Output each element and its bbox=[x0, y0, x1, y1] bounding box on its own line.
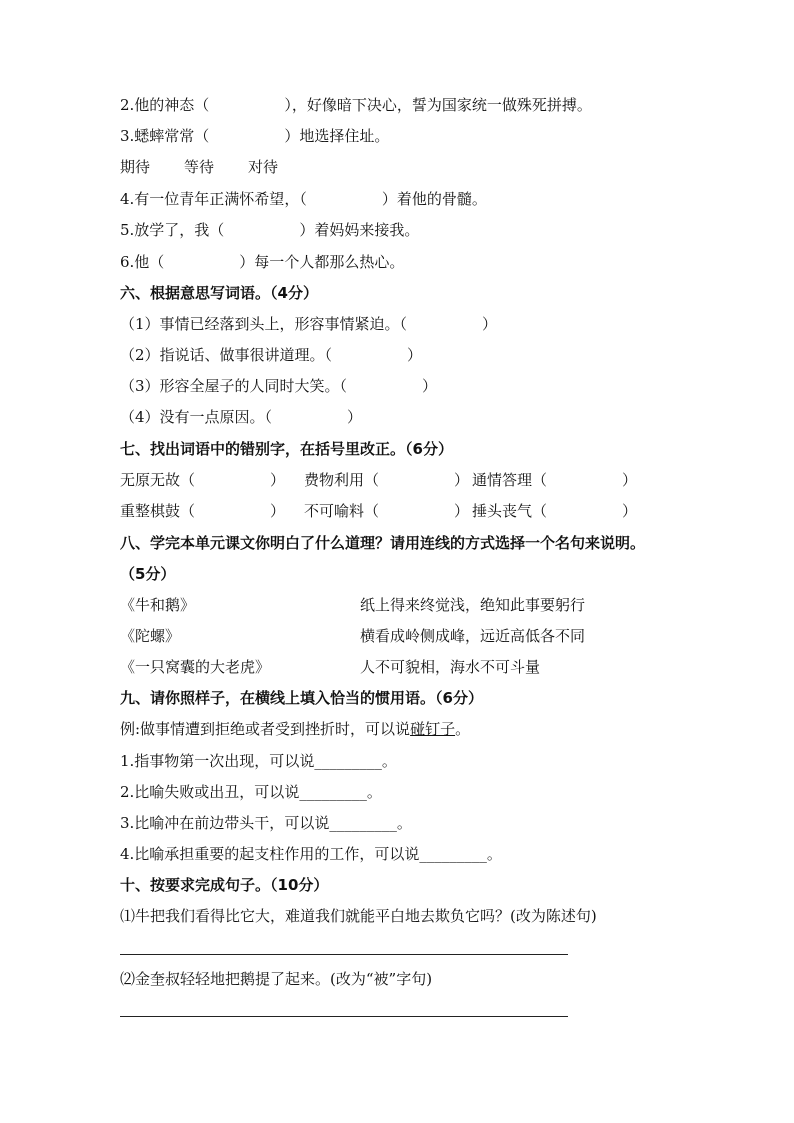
example-answer: 碰钉子 bbox=[410, 720, 456, 738]
s7-word-1: 无原无故（ ） bbox=[120, 471, 286, 489]
s7-word-6: 捶头丧气（ ） bbox=[472, 502, 638, 520]
s6-item-3: （3）形容全屋子的人同时大笑。（ ） bbox=[120, 377, 438, 395]
section-9-title: 九、请你照样子，在横线上填入恰当的惯用语。（6分） bbox=[120, 689, 483, 707]
example-prefix: 例:做事情遭到拒绝或者受到挫折时，可以说 bbox=[120, 720, 411, 738]
s5-question-3: 3.蟋蟀常常（ ）地选择住址。 bbox=[120, 127, 390, 145]
s9-item-1[interactable]: 1.指事物第一次出现，可以说_________。 bbox=[120, 752, 397, 770]
section-6-title: 六、根据意思写词语。（4分） bbox=[120, 284, 318, 302]
s6-item-4: （4）没有一点原因。（ ） bbox=[120, 408, 363, 426]
lesson-title-2[interactable]: 《陀螺》 bbox=[120, 627, 181, 645]
s5-question-5: 5.放学了，我（ ）着妈妈来接我。 bbox=[120, 221, 420, 239]
word-option-2: 等待 bbox=[184, 158, 215, 176]
answer-line-1[interactable] bbox=[120, 954, 568, 955]
example-suffix: 。 bbox=[455, 720, 471, 738]
lesson-title-3[interactable]: 《一只窝囊的大老虎》 bbox=[120, 658, 271, 676]
s10-question-2: ⑵金奎叔轻轻地把鹅提了起来。(改为“被”字句) bbox=[120, 970, 433, 988]
s6-item-2: （2）指说话、做事很讲道理。（ ） bbox=[120, 346, 423, 364]
quote-1[interactable]: 纸上得来终觉浅，绝知此事要躬行 bbox=[360, 596, 586, 614]
s5-question-6: 6.他（ ）每一个人都那么热心。 bbox=[120, 253, 405, 271]
s9-example bbox=[120, 719, 470, 739]
s9-item-2[interactable]: 2.比喻失败或出丑，可以说_________。 bbox=[120, 783, 382, 801]
s9-item-4[interactable]: 4.比喻承担重要的起支柱作用的工作，可以说_________。 bbox=[120, 845, 502, 863]
s7-word-3: 通情答理（ ） bbox=[472, 471, 638, 489]
s7-word-5: 不可喻料（ ） bbox=[304, 502, 470, 520]
s5-question-2: 2.他的神态（ ），好像暗下决心，誓为国家统一做殊死拼搏。 bbox=[120, 96, 592, 114]
s6-item-1: （1）事情已经落到头上，形容事情紧迫。（ ） bbox=[120, 315, 498, 333]
quote-2[interactable]: 横看成岭侧成峰，远近高低各不同 bbox=[360, 627, 586, 645]
word-option-1: 期待 bbox=[120, 158, 151, 176]
lesson-title-1[interactable]: 《牛和鹅》 bbox=[120, 596, 196, 614]
section-8-title: 八、学完本单元课文你明白了什么道理？请用连线的方式选择一个名句来说明。 bbox=[120, 534, 646, 552]
quote-3[interactable]: 人不可貌相，海水不可斗量 bbox=[360, 658, 541, 676]
answer-line-2[interactable] bbox=[120, 1016, 568, 1017]
section-8-score: （5分） bbox=[120, 565, 176, 583]
s9-item-3[interactable]: 3.比喻冲在前边带头干，可以说_________。 bbox=[120, 814, 412, 832]
word-option-3: 对待 bbox=[248, 158, 279, 176]
section-7-title: 七、找出词语中的错别字，在括号里改正。（6分） bbox=[120, 440, 453, 458]
s5-question-4: 4.有一位青年正满怀希望，（ ）着他的骨髓。 bbox=[120, 190, 487, 208]
s7-word-2: 费物利用（ ） bbox=[304, 471, 470, 489]
section-10-title: 十、按要求完成句子。（10分） bbox=[120, 876, 329, 894]
s10-question-1: ⑴牛把我们看得比它大，难道我们就能平白地去欺负它吗？(改为陈述句) bbox=[120, 907, 597, 925]
s7-word-4: 重整棋鼓（ ） bbox=[120, 502, 286, 520]
